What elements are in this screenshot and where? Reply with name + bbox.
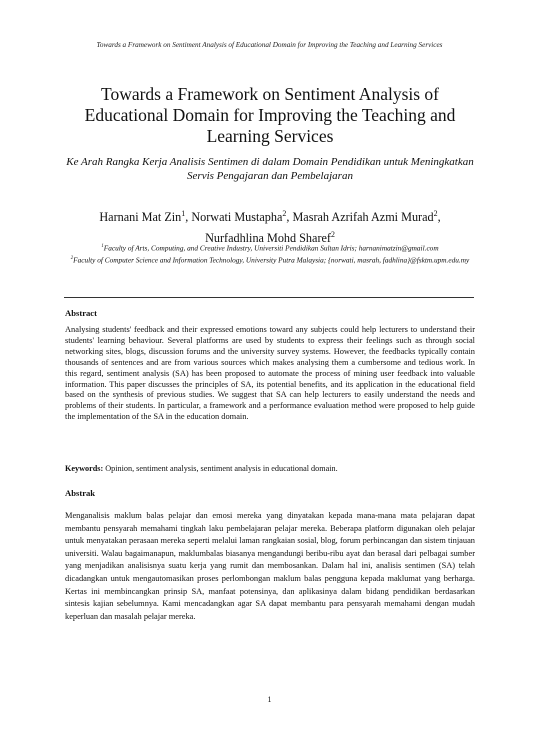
affiliations	[55, 241, 485, 266]
paper-subtitle-malay: Ke Arah Rangka Kerja Analisis Sentimen di dalam Domain Pendidikan untuk Meningkatkan Servis Pengajaran dan Pembelajaran	[66, 156, 474, 182]
author-name: Norwati Mustapha	[191, 210, 283, 225]
keywords-line	[65, 464, 475, 473]
running-head: Towards a Framework on Sentiment Analysis of Educational Domain for Improving the Teaching and Learning Services	[96, 41, 443, 49]
affiliation-text: Faculty of Computer Science and Information Technology, University Putra Malaysia; {norwati, masrah, fadhlina}@fsktm.upm.edu.my	[73, 255, 470, 265]
keywords-text: Opinion, sentiment analysis, sentiment analysis in educational domain.	[103, 464, 338, 473]
page-number: 1	[267, 695, 272, 704]
author-name: Masrah Azrifah Azmi Murad	[292, 210, 434, 225]
affiliation-1	[55, 241, 485, 253]
affiliation-mark: 1	[101, 244, 104, 249]
author-name: Nurfadhlina Mohd Sharef	[205, 231, 331, 246]
author-affiliation-mark: 2	[433, 209, 438, 218]
section-divider	[64, 297, 474, 298]
paper-title: Towards a Framework on Sentiment Analysis of Educational Domain for Improving the Teaching and Learning Services	[84, 84, 456, 146]
keywords-label: Keywords:	[65, 464, 104, 473]
abstrak-heading: Abstrak	[65, 488, 96, 498]
author-affiliation-mark: 1	[181, 209, 186, 218]
author-affiliation-mark: 2	[282, 209, 287, 218]
author-separator: ,	[185, 210, 192, 225]
author-affiliation-mark: 2	[330, 230, 335, 240]
affiliation-mark: 2	[70, 256, 74, 262]
abstract-body: Analysing students' feedback and their expressed emotions toward any subjects could help lecturers to understand their students' learning behaviour. Several platforms are used by students to express their feelings such as through social networking sites, blogs, discussion forums and the university survey systems. However, the feedbacks typically contain thousands of sentences and are from various sources which makes analysing them a cumbersome and tedious work. In this regard, sentiment analysis (SA) has been proposed to automate the process of mining user feedback into valuable information. This paper discusses the principles of SA, its potential benefits, and its application in the educational field based on the synthesis of previous studies. We suggest that SA can help lecturers to easily understand the needs and problems of their students. In particular, a framework and a performance evaluation method were proposed to help guide the implementation of the SA in the education domain.	[65, 325, 475, 422]
author-name: Harnani Mat Zin	[99, 210, 182, 225]
abstract-heading: Abstract	[65, 308, 97, 318]
affiliation-2	[55, 253, 485, 265]
author-separator: ,	[437, 210, 441, 225]
abstrak-body: Menganalisis maklum balas pelajar dan emosi mereka yang dinyatakan kepada mana-mana mata pelajaran dapat membantu pensyarah memahami tingkah laku pembelajaran pelajar mereka. Beberapa platform digunakan oleh pelajar untuk menyatakan perasaan mereka seperti melalui laman rangkaian sosial, blog, forum perbincangan dan sistem tinjauan universiti. Walau bagaimanapun, maklumbalas biasanya mengandungi beribu-ribu ayat dan berasal dari pelbagai sumber yang menjadikan analisisnya suatu kerja yang rumit dan membosankan. Dalam hal ini, analisis sentimen (SA) telah dicadangkan untuk mengautomasikan proses perlombongan maklum balas pengguna kepada maklumat yang berharga. Kertas ini membincangkan prinsip SA, manfaat potensinya, dan aplikasinya dalam bidang pendidikan berdasarkan sintesis kajian sebelumnya. Kami mencadangkan agar SA dapat membantu para pensyarah memahami dengan mudah keperluan dan masalah pelajar mereka.	[65, 511, 475, 621]
affiliation-text: Faculty of Arts, Computing, and Creative Industry, Universiti Pendidikan Sultan Idris; harnanimatzin@gmail.com	[103, 243, 439, 253]
author-separator: ,	[286, 210, 293, 225]
